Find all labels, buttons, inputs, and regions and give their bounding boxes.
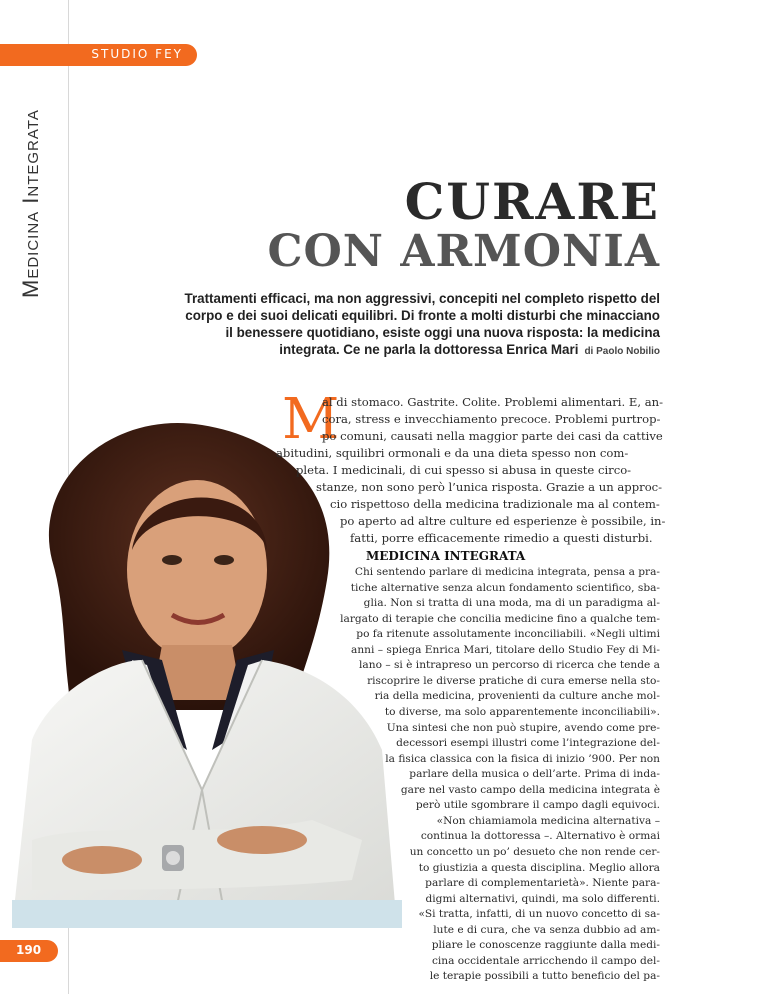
dek-text: Trattamenti efficaci, ma non aggressivi, concepiti nel completo rispetto del corpo e dei suoi delicati equilibri. Di fronte a molti disturbi che minacciano il benessere quotidiano, esiste oggi una nuova risposta: la medicina integrata. Ce ne parla la dottoressa Enrica Mari — [184, 291, 660, 357]
body-line: continua la dottoressa –. Alternativo è ormai — [420, 830, 660, 843]
intro-line: pleta. I medicinali, di cui spesso si abusa in queste circo- — [296, 463, 632, 477]
intro-line: stanze, non sono però l’unica risposta. Grazie a un approc- — [316, 480, 663, 494]
intro-line: po comuni, causati nella maggior parte dei casi da cattive — [322, 429, 663, 443]
article-title-line1: CURARE — [404, 172, 660, 231]
page-number: 190 — [16, 943, 42, 957]
body-line: però utile sgombrare il campo dagli equivoci. — [415, 799, 660, 812]
body-line: to giustizia a questa disciplina. Meglio allora — [418, 861, 660, 874]
intro-line: fatti, porre efficacemente rimedio a questi disturbi. — [350, 531, 653, 545]
intro-line: cio rispettoso della medicina tradizionale ma al contem- — [330, 497, 660, 511]
body-line: lano – si è intrapreso un percorso di ricerca che tende a — [359, 659, 660, 672]
article-title-line2: CON ARMONIA — [267, 226, 660, 277]
body-line: riscoprire le diverse pratiche di cura emerse nella sto- — [367, 674, 660, 687]
body-line: «Non chiamiamola medicina alternativa – — [436, 814, 660, 827]
body-line: Chi sentendo parlare di medicina integrata, pensa a pra- — [354, 566, 660, 578]
body-line: le terapie possibili a tutto beneficio del pa- — [429, 970, 660, 983]
body-line: decessori esempi illustri come l’integrazione del- — [396, 737, 660, 750]
body-line: pliare le conoscenze raggiunte dalla medi- — [431, 939, 660, 952]
section-tab — [0, 44, 197, 66]
body-line: glia. Non si tratta di una moda, ma di un paradigma al- — [363, 597, 660, 610]
page-number-tab — [0, 940, 58, 962]
body-line: anni – spiega Enrica Mari, titolare dello Studio Fey di Mi- — [351, 643, 660, 656]
body-line: parlare della musica o dell’arte. Prima di inda- — [409, 768, 660, 781]
body-line: tiche alternative senza alcun fondamento scientifico, sba- — [350, 581, 660, 594]
body-line: parlare di complementarietà». Niente para- — [425, 877, 660, 890]
body-line: un concetto un po’ desueto che non rende cer- — [409, 846, 660, 858]
intro-line: po aperto ad altre culture ed esperienze è possibile, in- — [340, 514, 666, 528]
intro-line: al di stomaco. Gastrite. Colite. Problemi alimentari. E, an- — [322, 395, 664, 409]
body-line: cina occidentale arricchendo il campo del- — [431, 954, 660, 967]
body-line: lute e di cura, che va senza dubbio ad am- — [433, 923, 660, 936]
body-line: digmi alternativi, quindi, ma solo differenti. — [425, 892, 660, 905]
side-section-label: Medicina Integrata — [18, 109, 43, 298]
body-line: «Si tratta, infatti, di un nuovo concetto di sa- — [418, 908, 660, 921]
body-line: ria della medicina, provenienti da culture anche mol- — [374, 690, 660, 703]
body-line: po fa ritenute assolutamente inconciliabili. «Negli ultimi — [356, 628, 660, 641]
section-tab-label: STUDIO FEY — [91, 47, 183, 61]
byline: di Paolo Nobilio — [584, 346, 660, 357]
article-dek — [180, 290, 660, 360]
body-line: largato di terapie che concilia medicine fino a qualche tem- — [340, 612, 660, 625]
body-line: la fisica classica con la fisica di inizio ’900. Per non — [385, 752, 660, 765]
drop-cap: M — [282, 387, 340, 452]
intro-line: cora, stress e invecchiamento precoce. Problemi purtrop- — [322, 412, 661, 426]
body-line: to diverse, ma solo apparentemente inconciliabili». — [384, 706, 660, 718]
section-subhead: MEDICINA INTEGRATA — [366, 549, 526, 563]
body-line: Una sintesi che non può stupire, avendo come pre- — [386, 721, 660, 734]
body-line: gare nel vasto campo della medicina integrata è — [400, 783, 660, 796]
intro-line: abitudini, squilibri ormonali e da una dieta spesso non com- — [276, 446, 629, 460]
